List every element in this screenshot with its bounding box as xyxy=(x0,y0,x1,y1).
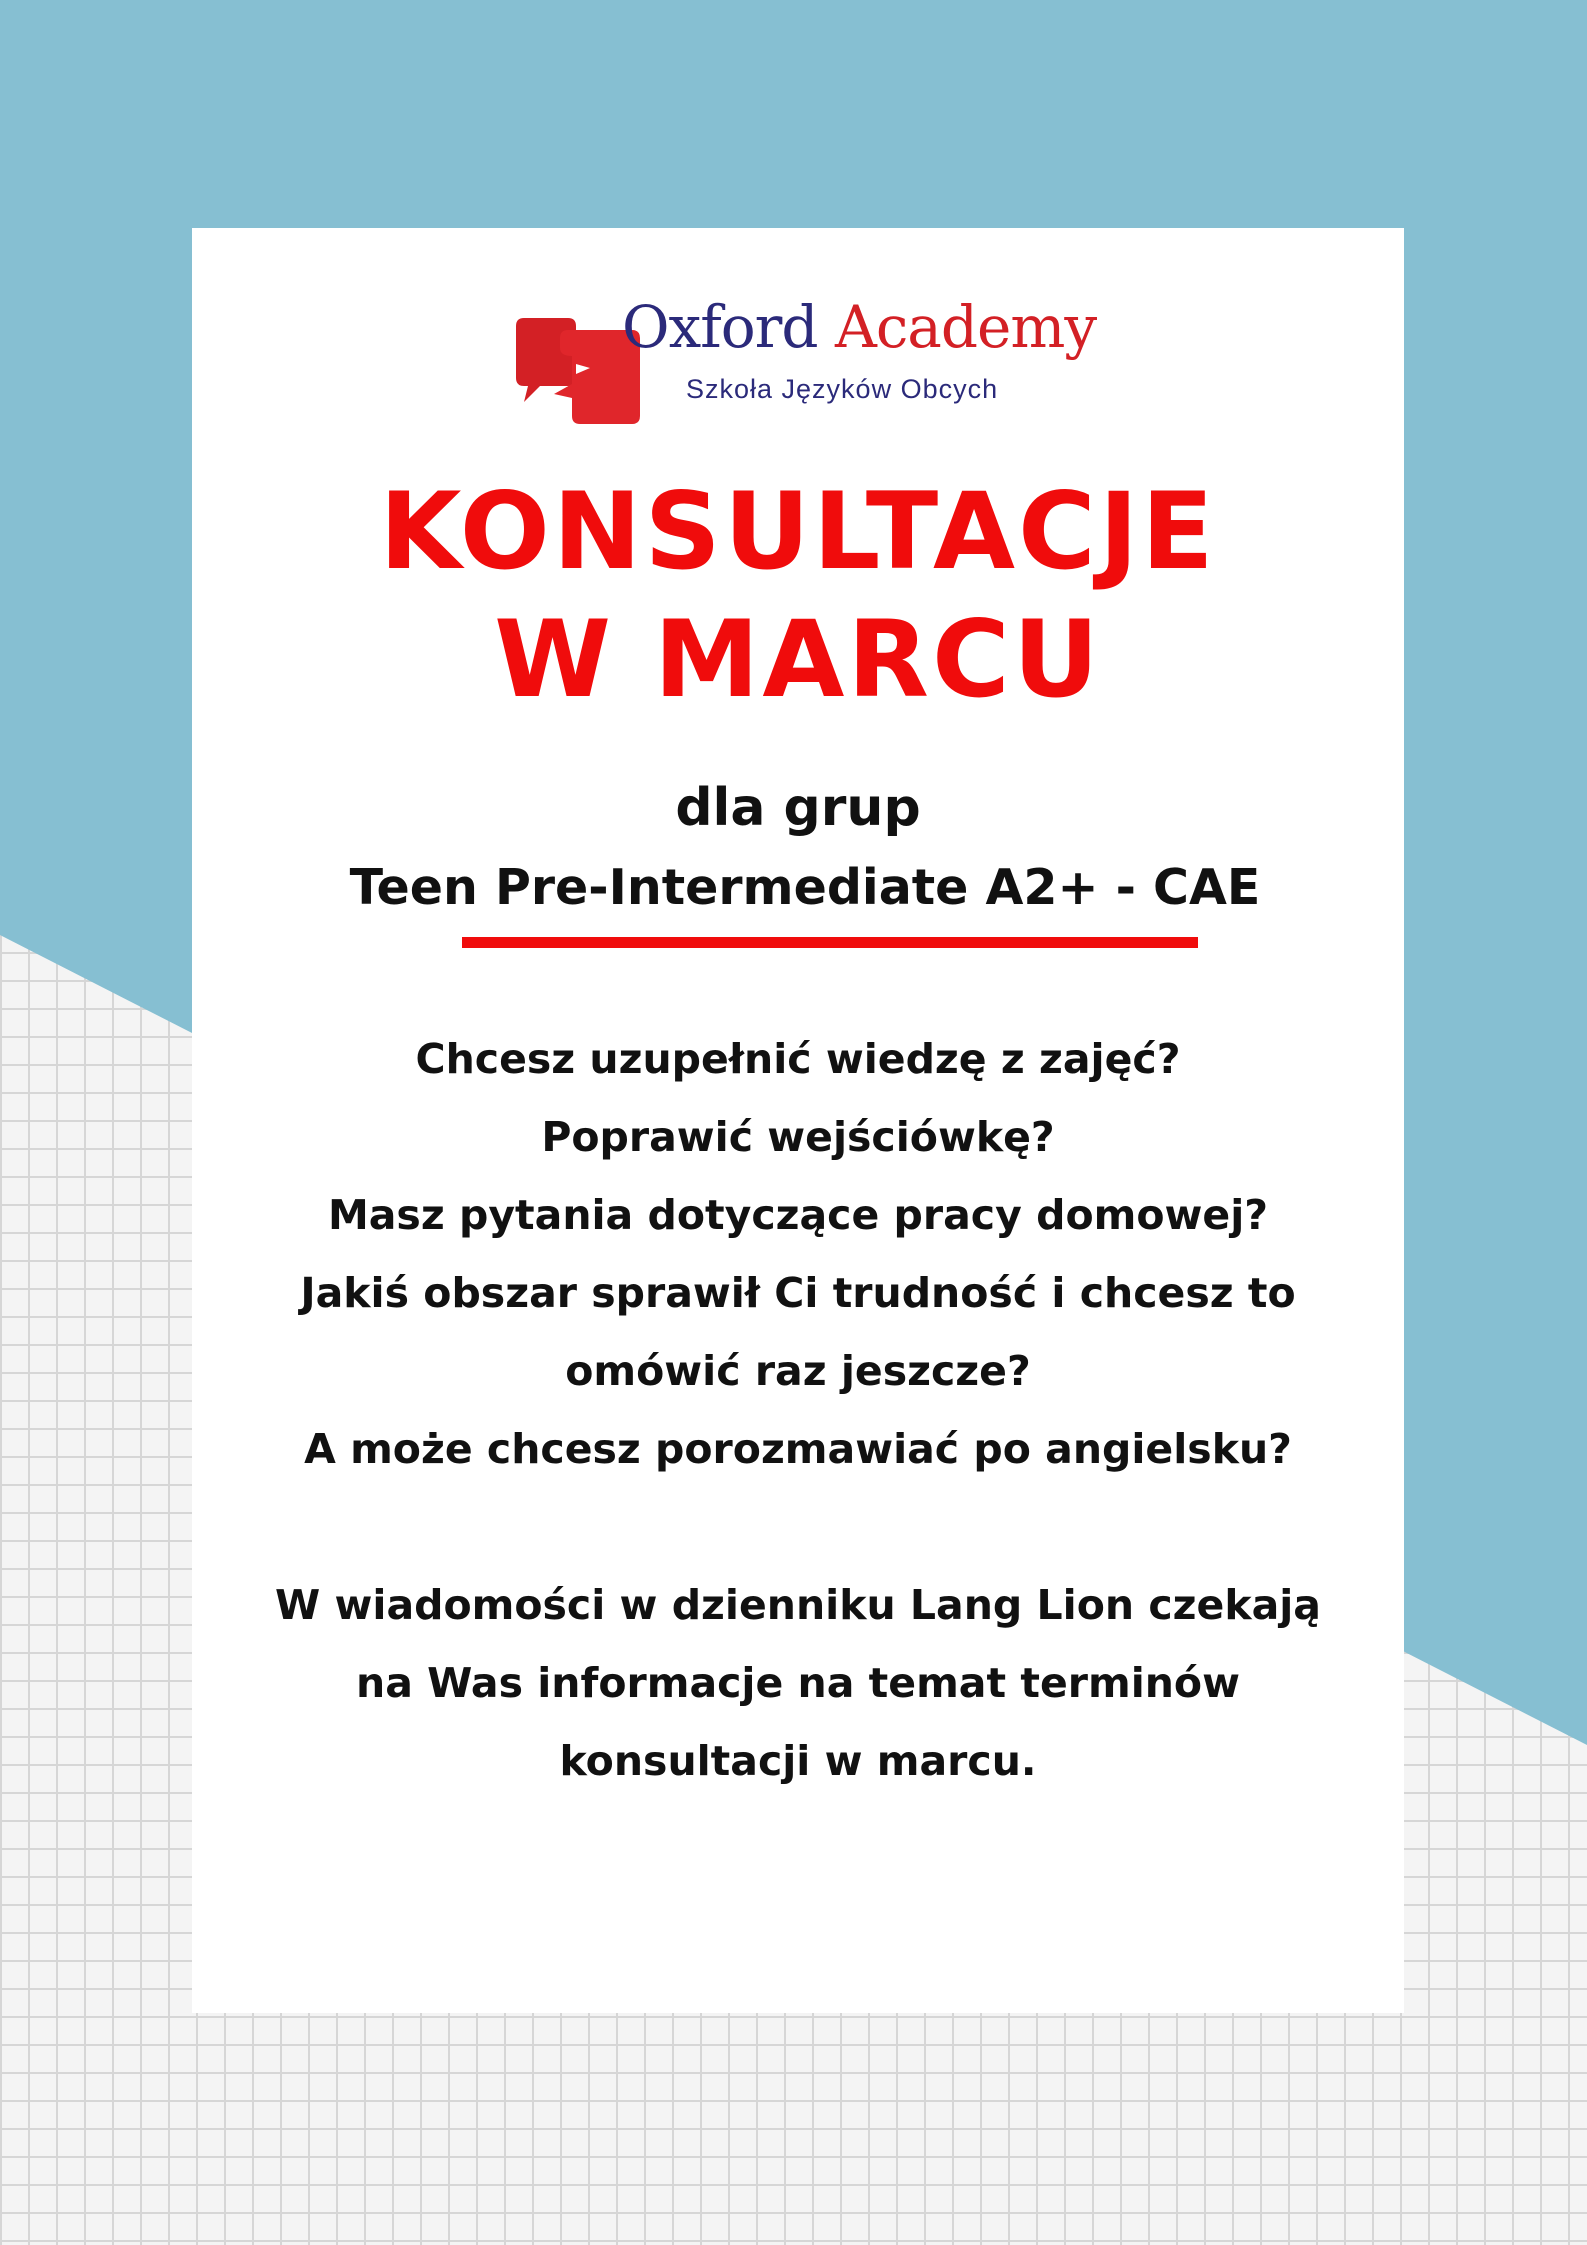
groups-levels: Teen Pre-Intermediate A2+ - CAE xyxy=(349,859,1261,916)
logo-name-oxford: Oxford xyxy=(622,293,818,361)
paragraph-spacer xyxy=(192,1488,1404,1566)
headline-line-1: KONSULTACJE xyxy=(379,470,1217,593)
logo-subtitle: Szkoła Języków Obcych xyxy=(686,374,999,404)
info-line: konsultacji w marcu. xyxy=(559,1737,1037,1785)
oxford-academy-logo xyxy=(510,294,1150,424)
question-line: Masz pytania dotyczące pracy domowej? xyxy=(327,1191,1269,1239)
body-text xyxy=(192,1020,1404,1800)
question-line: Chcesz uzupełnić wiedzę z zajęć? xyxy=(415,1035,1181,1083)
poster-card xyxy=(192,228,1404,2013)
question-line: Poprawić wejściówkę? xyxy=(541,1113,1055,1161)
question-line: A może chcesz porozmawiać po angielsku? xyxy=(304,1425,1292,1473)
target-groups xyxy=(192,768,1404,928)
groups-intro: dla grup xyxy=(675,778,921,838)
info-line: W wiadomości w dzienniku Lang Lion czekają xyxy=(275,1581,1321,1629)
logo-name-academy: Academy xyxy=(834,293,1097,361)
headline xyxy=(192,468,1404,724)
logo-name xyxy=(622,293,1097,361)
info-line: na Was informacje na temat terminów xyxy=(356,1659,1240,1707)
question-line: omówić raz jeszcze? xyxy=(565,1347,1031,1395)
question-line: Jakiś obszar sprawił Ci trudność i chcesz to xyxy=(300,1269,1296,1317)
headline-line-2: W MARCU xyxy=(494,598,1102,721)
red-underline xyxy=(462,937,1198,948)
